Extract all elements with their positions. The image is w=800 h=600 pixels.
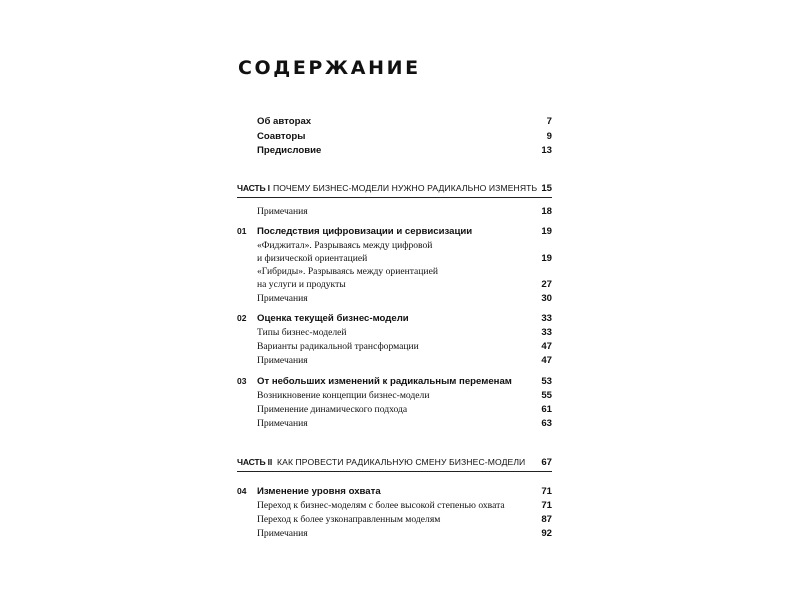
entry-page: 7	[546, 116, 552, 127]
entry-page: 27	[541, 279, 552, 290]
entry-label: Примечания	[257, 206, 308, 217]
entry-page: 30	[541, 293, 552, 304]
entry-label: Примечания	[257, 418, 308, 429]
entry-label: Предисловие	[257, 145, 322, 156]
chapter-title: Оценка текущей бизнес-модели	[257, 313, 409, 324]
entry-label: «Гибриды». Разрываясь между ориентацией	[257, 266, 438, 277]
entry-page: 67	[541, 457, 552, 468]
part-1-divider	[237, 197, 552, 198]
chapter-number: 02	[237, 313, 247, 323]
chapter-number: 04	[237, 486, 247, 496]
chapter-title: От небольших изменений к радикальным переменам	[257, 376, 512, 387]
entry-label: Применение динамического подхода	[257, 404, 408, 415]
chapter-number: 01	[237, 226, 247, 236]
entry-page: 9	[546, 131, 552, 142]
entry-label: «Фиджитал». Разрываясь между цифровой	[257, 240, 433, 251]
part-2-divider	[237, 471, 552, 472]
entry-page: 47	[541, 355, 552, 366]
chapter-title: Изменение уровня охвата	[257, 486, 381, 497]
entry-page: 33	[541, 327, 552, 338]
page-title: СОДЕРЖАНИЕ	[238, 57, 421, 79]
entry-page: 63	[541, 418, 552, 429]
entry-page: 61	[541, 404, 552, 415]
entry-label: Об авторах	[257, 116, 312, 127]
entry-page: 47	[541, 341, 552, 352]
entry-label: на услуги и продукты	[257, 279, 346, 290]
entry-label: Переход к бизнес-моделям с более высокой степенью охвата	[257, 500, 505, 511]
entry-page: 19	[541, 253, 552, 264]
entry-label: Варианты радикальной трансформации	[257, 341, 419, 352]
entry-label: и физической ориентацией	[257, 253, 368, 264]
entry-page: 33	[541, 313, 552, 324]
entry-page: 13	[541, 145, 552, 156]
entry-label: Возникновение концепции бизнес-модели	[257, 390, 430, 401]
entry-page: 71	[541, 486, 552, 497]
entry-page: 87	[541, 514, 552, 525]
entry-page: 19	[541, 226, 552, 237]
chapter-title: Последствия цифровизации и сервисизации	[257, 226, 473, 237]
entry-page: 92	[541, 528, 552, 539]
entry-page: 71	[541, 500, 552, 511]
part-title: КАК ПРОВЕСТИ РАДИКАЛЬНУЮ СМЕНУ БИЗНЕС-МОДЕЛИ	[277, 457, 526, 467]
entry-page: 18	[541, 206, 552, 217]
entry-label: Соавторы	[257, 131, 306, 142]
chapter-number: 03	[237, 376, 247, 386]
entry-label: Примечания	[257, 528, 308, 539]
entry-label: Примечания	[257, 355, 308, 366]
entry-label: Типы бизнес-моделей	[257, 327, 347, 338]
part-title: ПОЧЕМУ БИЗНЕС-МОДЕЛИ НУЖНО РАДИКАЛЬНО ИЗМЕНЯТЬ	[273, 183, 538, 193]
part-label: ЧАСТЬ I	[237, 183, 270, 193]
entry-page: 55	[541, 390, 552, 401]
part-label: ЧАСТЬ II	[237, 457, 273, 467]
entry-label: Переход к более узконаправленным моделям	[257, 514, 441, 525]
entry-label: Примечания	[257, 293, 308, 304]
entry-page: 53	[541, 376, 552, 387]
entry-page: 15	[541, 183, 552, 194]
